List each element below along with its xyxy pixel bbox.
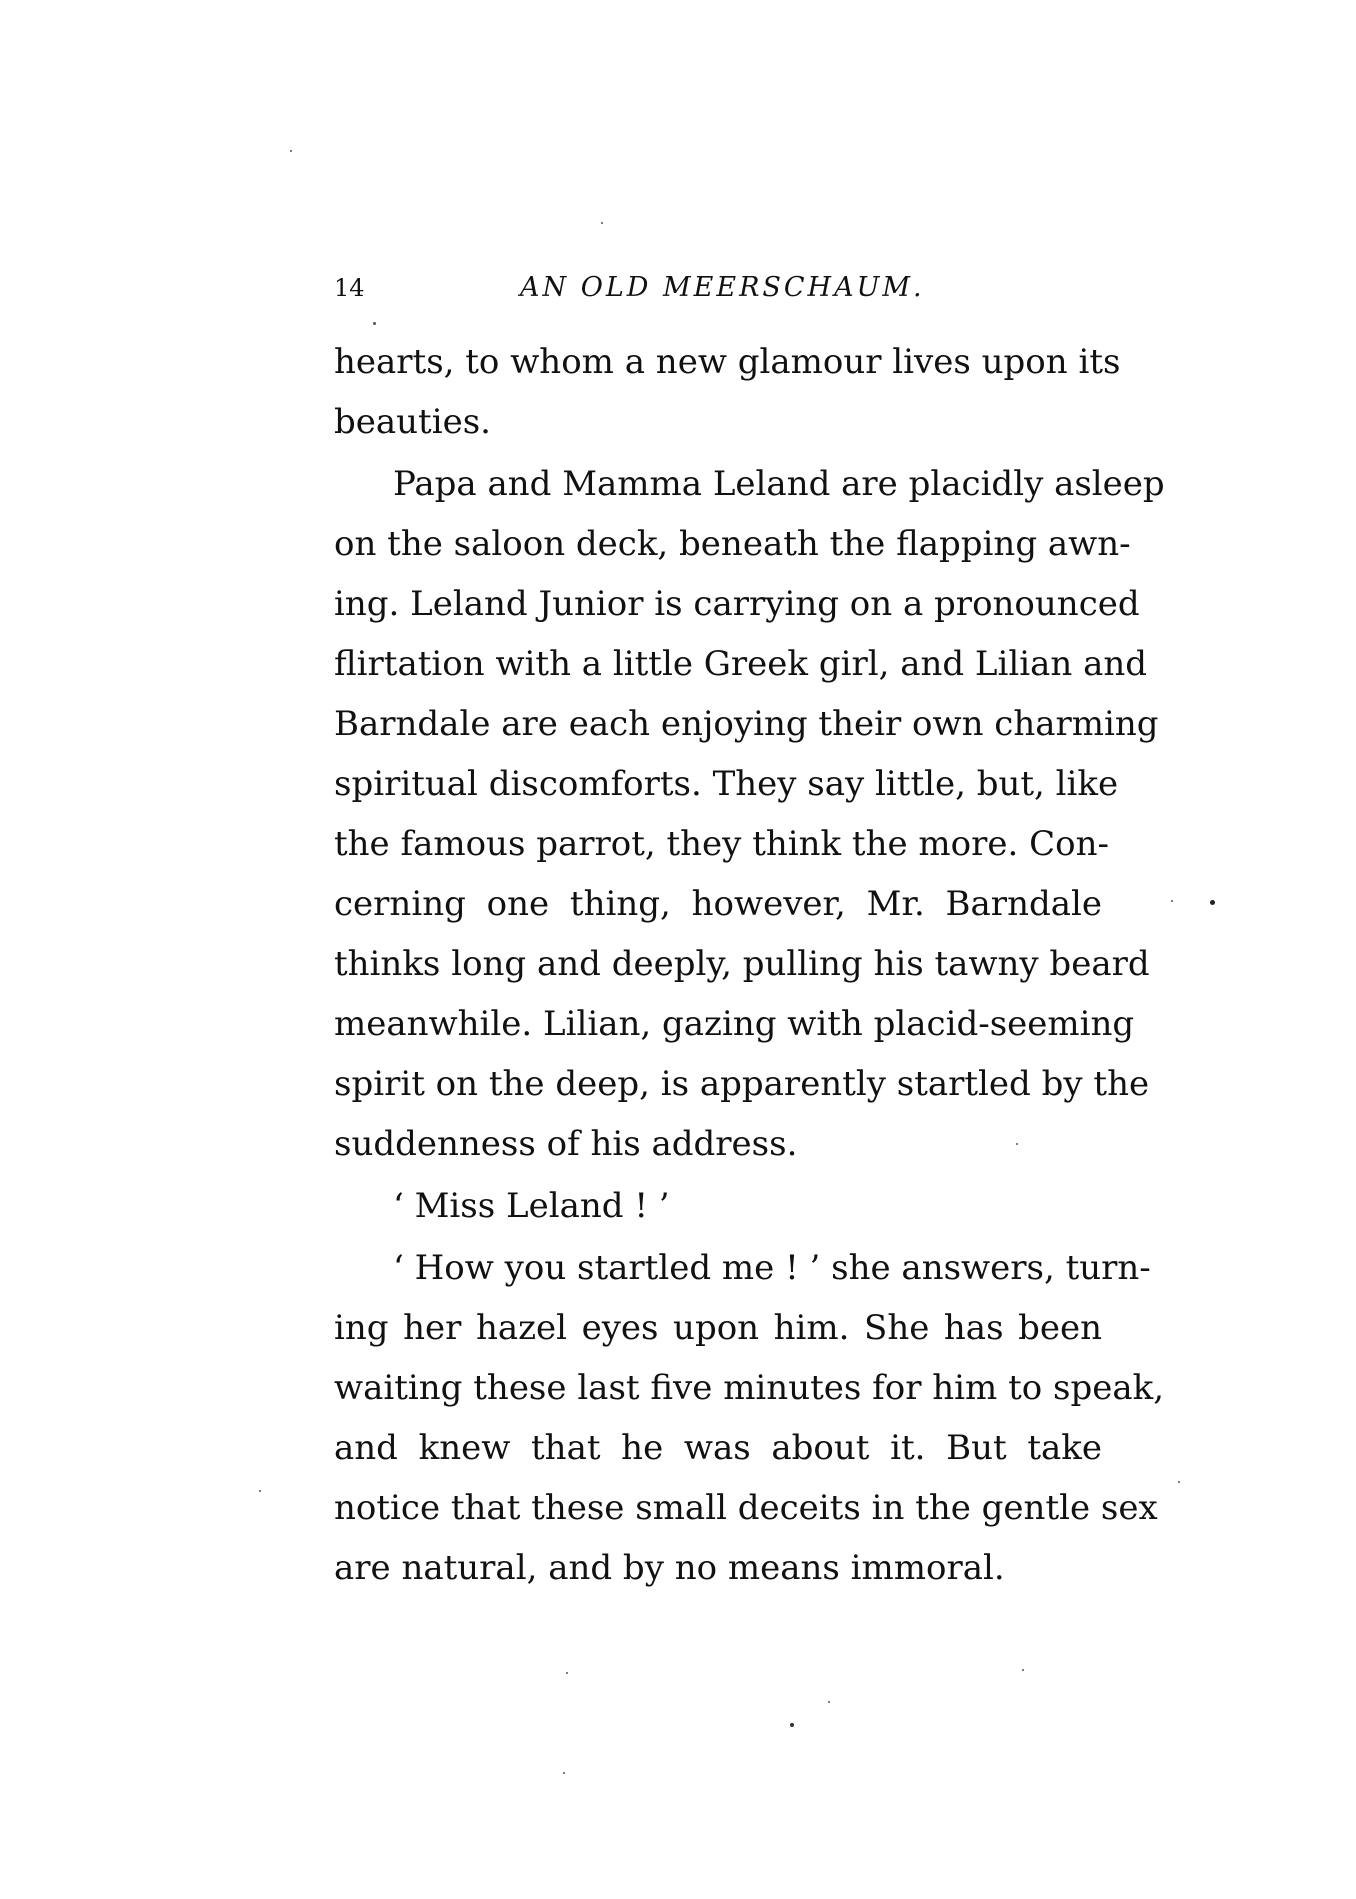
scan-speck (373, 322, 376, 325)
text-line: the famous parrot, they think the more. Con- (334, 824, 1109, 864)
text-line: spirit on the deep, is apparently startled by the (334, 1064, 1150, 1104)
scan-speck (1210, 900, 1215, 905)
scan-speck (1171, 900, 1173, 902)
scan-speck (566, 1672, 568, 1674)
scan-speck (259, 1490, 261, 1492)
text-line: ‘ How you startled me ! ’ she answers, turn- (393, 1248, 1151, 1288)
text-line: Barndale are each enjoying their own charming (334, 704, 1159, 744)
text-line: beauties. (334, 402, 491, 442)
scan-speck (601, 222, 603, 224)
text-line: meanwhile. Lilian, gazing with placid-seeming (334, 1004, 1135, 1044)
text-line: are natural, and by no means immoral. (334, 1548, 1005, 1588)
scan-speck (828, 1701, 830, 1703)
scan-speck (790, 1723, 794, 1727)
text-line: on the saloon deck, beneath the flapping awn- (334, 524, 1131, 564)
text-line: ing. Leland Junior is carrying on a pronounced (334, 584, 1140, 624)
scan-speck (290, 150, 292, 152)
text-line: thinks long and deeply, pulling his tawny beard (334, 944, 1150, 984)
scan-speck (1022, 1669, 1024, 1671)
scan-speck (1178, 1481, 1180, 1483)
text-line: flirtation with a little Greek girl, and Lilian and (334, 644, 1148, 684)
text-line: and knew that he was about it. But take (334, 1428, 1102, 1468)
text-line: suddenness of his address. (334, 1124, 798, 1164)
text-line: notice that these small deceits in the gentle sex (334, 1488, 1158, 1528)
page-number: 14 (334, 274, 365, 302)
scan-speck (1016, 1143, 1018, 1145)
text-line: ing her hazel eyes upon him. She has been (334, 1308, 1102, 1348)
text-line: waiting these last five minutes for him to speak, (334, 1368, 1165, 1408)
text-line: hearts, to whom a new glamour lives upon its (334, 342, 1121, 382)
text-line: spiritual discomforts. They say little, but, like (334, 764, 1119, 804)
page-header (334, 268, 1120, 308)
text-line: Papa and Mamma Leland are placidly asleep (393, 464, 1165, 504)
running-title: AN OLD MEERSCHAUM. (520, 272, 925, 303)
scan-speck (563, 1772, 565, 1774)
text-line: ‘ Miss Leland ! ’ (393, 1186, 670, 1226)
text-line: cerning one thing, however, Mr. Barndale (334, 884, 1102, 924)
